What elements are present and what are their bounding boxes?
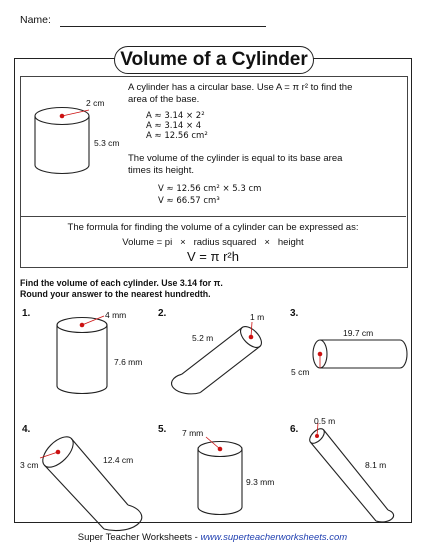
formula-intro: The formula for finding the volume of a cylinder can be expressed as: (67, 222, 359, 233)
problem-3-number: 3. (290, 308, 299, 319)
footer (0, 532, 425, 543)
area-step-2: A ≈ 3.14 × 4 (146, 121, 202, 131)
cylinder-1 (57, 316, 107, 393)
problem-1-number: 1. (22, 308, 31, 319)
cylinder-6 (307, 423, 393, 522)
problem-5-height: 9.3 mm (246, 477, 275, 487)
example-volume-line2: times its height. (128, 165, 194, 176)
problem-2-height: 5.2 m (192, 333, 214, 343)
page-title: Volume of a Cylinder (114, 46, 314, 74)
example-radius-label: 2 cm (86, 98, 105, 108)
problem-6-radius: 0.5 m (314, 416, 336, 426)
footer-link[interactable]: www.superteacherworksheets.com (200, 532, 348, 543)
name-label: Name: (20, 14, 51, 26)
problem-2-number: 2. (158, 308, 167, 319)
problem-1-radius: 4 mm (105, 310, 127, 320)
problem-4-height: 12.4 cm (103, 455, 134, 465)
cylinder-2 (172, 322, 266, 394)
problem-3-height: 19.7 cm (343, 328, 374, 338)
instructions-line2: Round your answer to the nearest hundredth. (20, 289, 211, 299)
volume-step-2: V ≈ 66.57 cm³ (158, 196, 220, 206)
instructions-line1: Find the volume of each cylinder. Use 3.14 for π. (20, 278, 223, 288)
cylinder-4 (37, 431, 141, 530)
problem-6-number: 6. (290, 424, 299, 435)
footer-prefix: Super Teacher Worksheets - (77, 532, 201, 543)
area-step-1: A ≈ 3.14 × 2² (146, 111, 205, 121)
cylinder-3 (313, 340, 407, 368)
problem-5-number: 5. (158, 424, 167, 435)
example-volume-line1: The volume of the cylinder is equal to its base area (128, 153, 343, 164)
example-intro-line1: A cylinder has a circular base. Use A = π r² to find the (128, 82, 353, 93)
example-intro-line2: area of the base. (128, 94, 200, 105)
problem-6-height: 8.1 m (365, 460, 387, 470)
formula-symbolic: V = π r²h (187, 249, 239, 264)
formula-words: Volume = pi × radius squared × height (122, 237, 304, 248)
volume-step-1: V ≈ 12.56 cm² × 5.3 cm (158, 184, 262, 194)
problem-5-radius: 7 mm (182, 428, 204, 438)
problem-4-number: 4. (22, 424, 31, 435)
example-height-label: 5.3 cm (94, 138, 120, 148)
problem-3-radius: 5 cm (291, 367, 310, 377)
area-step-3: A ≈ 12.56 cm² (146, 131, 208, 141)
problem-1-height: 7.6 mm (114, 357, 143, 367)
problem-4-radius: 3 cm (20, 460, 39, 470)
problem-2-radius: 1 m (250, 312, 265, 322)
